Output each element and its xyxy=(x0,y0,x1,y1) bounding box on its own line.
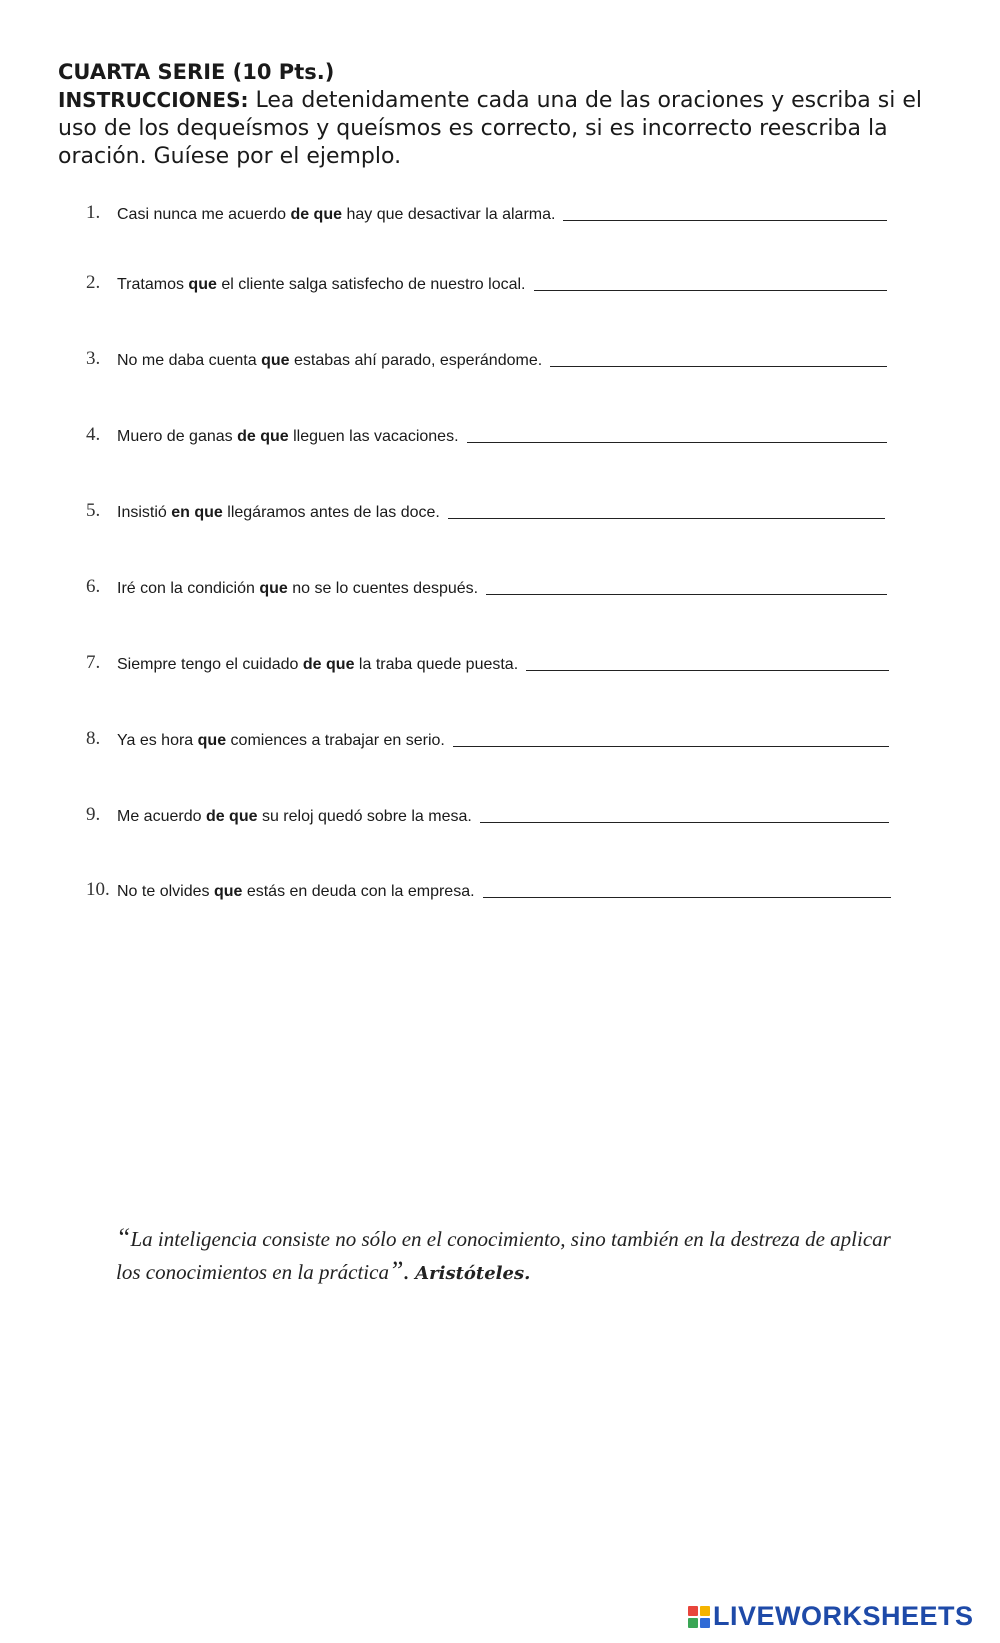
sentence-end: hay que desactivar la alarma. xyxy=(342,206,556,223)
question-sentence xyxy=(117,883,475,901)
highlighted-conjunction: de que xyxy=(302,656,355,673)
instructions xyxy=(58,86,938,171)
question-sentence xyxy=(117,206,555,224)
sentence-end: estabas ahí parado, esperándome. xyxy=(289,352,543,369)
quote-open-mark: “ xyxy=(116,1223,131,1252)
sentence-end: lleguen las vacaciones. xyxy=(288,428,459,445)
sentence-start: Muero de ganas xyxy=(117,428,238,445)
sentence-end: estás en deuda con la empresa. xyxy=(242,883,475,900)
logo-text: LIVEWORKSHEETS xyxy=(713,1601,974,1631)
logo-square-yellow xyxy=(700,1606,710,1616)
highlighted-conjunction: que xyxy=(259,580,288,597)
sentence-end: llegáramos antes de las doce. xyxy=(222,504,440,521)
question-number: 5. xyxy=(86,500,101,521)
question-4 xyxy=(86,420,887,446)
question-3 xyxy=(86,344,887,370)
sentence-start: Insistió xyxy=(117,504,172,521)
instructions-label: INSTRUCCIONES: xyxy=(58,88,249,112)
highlighted-conjunction: que xyxy=(188,276,217,293)
question-number: 10. xyxy=(86,879,110,900)
highlighted-conjunction: que xyxy=(213,883,243,900)
answer-input[interactable] xyxy=(486,575,887,595)
question-8 xyxy=(86,724,889,750)
sentence-start: Ya es hora xyxy=(117,732,198,749)
answer-input[interactable] xyxy=(526,651,889,671)
question-9 xyxy=(86,800,889,826)
sentence-start: No te olvides xyxy=(117,883,214,900)
highlighted-conjunction: de que xyxy=(290,206,342,223)
question-number: 2. xyxy=(86,272,101,293)
series-title: CUARTA SERIE (10 Pts.) xyxy=(58,60,335,84)
sentence-start: Iré con la condición xyxy=(117,580,260,597)
answer-input[interactable] xyxy=(563,201,887,221)
answer-input[interactable] xyxy=(448,499,885,519)
quote-text: La inteligencia consiste no sólo en el conocimiento, sino también en la destreza de aplicar los conocimientos en la práctica xyxy=(116,1227,891,1284)
question-6 xyxy=(86,572,887,598)
logo-square-green xyxy=(688,1618,698,1628)
sentence-start: Siempre tengo el cuidado xyxy=(117,656,303,673)
sentence-end: la traba quede puesta. xyxy=(354,656,519,673)
answer-input[interactable] xyxy=(453,727,889,747)
logo-square-blue xyxy=(700,1618,710,1628)
highlighted-conjunction: que xyxy=(261,352,290,369)
highlighted-conjunction: en que xyxy=(171,504,223,521)
question-2 xyxy=(86,268,887,294)
sentence-end: comiences a trabajar en serio. xyxy=(226,732,445,749)
question-sentence xyxy=(117,732,445,750)
question-sentence xyxy=(117,428,459,446)
sentence-start: Tratamos xyxy=(117,276,189,293)
question-sentence xyxy=(117,504,440,522)
question-sentence xyxy=(117,656,518,674)
question-number: 9. xyxy=(86,804,101,825)
question-sentence xyxy=(117,580,478,598)
question-number: 7. xyxy=(86,652,101,673)
question-number: 1. xyxy=(86,202,101,223)
sentence-start: No me daba cuenta xyxy=(117,352,262,369)
logo-square-red xyxy=(688,1606,698,1616)
instructions-text: Lea detenidamente cada una de las oraciones y escriba si el uso de los dequeísmos y queísmos es correcto, si es incorrecto reescriba la oración. Guíese por el ejemplo. xyxy=(58,88,922,169)
question-7 xyxy=(86,648,889,674)
question-sentence xyxy=(117,352,542,370)
quote-close-mark: ”. xyxy=(388,1256,410,1285)
question-number: 8. xyxy=(86,728,101,749)
quote xyxy=(116,1222,896,1289)
highlighted-conjunction: que xyxy=(197,732,227,749)
worksheet-header xyxy=(58,58,938,171)
sentence-end: no se lo cuentes después. xyxy=(287,580,479,597)
answer-input[interactable] xyxy=(480,803,889,823)
answer-input[interactable] xyxy=(534,271,888,291)
question-1 xyxy=(86,198,887,224)
question-sentence xyxy=(117,276,526,294)
answer-input[interactable] xyxy=(483,878,891,898)
sentence-end: el cliente salga satisfecho de nuestro local. xyxy=(216,276,526,293)
liveworksheets-logo xyxy=(688,1601,974,1632)
question-number: 4. xyxy=(86,424,101,445)
sentence-start: Me acuerdo xyxy=(117,808,206,825)
question-number: 6. xyxy=(86,576,101,597)
question-number: 3. xyxy=(86,348,101,369)
answer-input[interactable] xyxy=(467,423,887,443)
answer-input[interactable] xyxy=(550,347,887,367)
quote-author: Aristóteles. xyxy=(415,1263,531,1284)
sentence-start: Casi nunca me acuerdo xyxy=(117,206,291,223)
question-10 xyxy=(86,875,891,901)
sentence-end: su reloj quedó sobre la mesa. xyxy=(257,808,472,825)
question-5 xyxy=(86,496,885,522)
highlighted-conjunction: de que xyxy=(237,428,289,445)
logo-grid-icon xyxy=(688,1606,710,1628)
highlighted-conjunction: de que xyxy=(205,808,258,825)
question-sentence xyxy=(117,808,472,826)
